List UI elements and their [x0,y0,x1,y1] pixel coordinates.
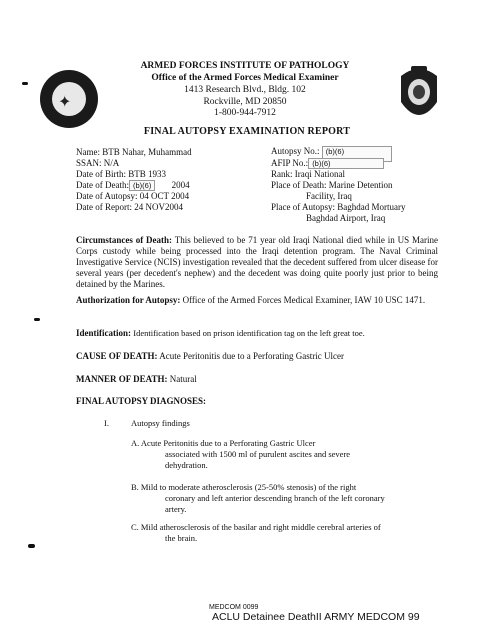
ssan-field: SSAN: N/A [76,158,120,168]
cause-label: CAUSE OF DEATH: [76,351,158,361]
diagnosis-item [131,482,385,515]
redaction-box: (b)(6) [129,180,155,191]
cause-text: Acute Peritonitis due to a Perforating Gastric Ulcer [159,351,344,361]
diagnosis-item [131,438,350,471]
identification-text: Identification based on prison identification tag on the left great toe. [133,328,365,338]
diagnoses-roman-numeral: I. [104,418,109,428]
phone-line: 1-800-944-7912 [214,108,276,118]
circumstances-paragraph [76,235,438,290]
diagnosis-item [131,522,381,544]
scan-mark [22,82,28,85]
place-of-death-cont: Facility, Iraq [306,191,352,201]
diagnosis-text: Acute Peritonitis due to a Perforating Gastric Ulcer [140,438,316,448]
place-of-death-field: Place of Death: Marine Detention [271,180,393,190]
identification-line [76,328,365,339]
diagnosis-letter: B. [131,482,139,492]
circumstances-label: Circumstances of Death: [76,235,173,245]
autopsy-no-label: Autopsy No.: [271,146,320,156]
afip-no-field [271,158,384,169]
diagnoses-heading: FINAL AUTOPSY DIAGNOSES: [76,396,207,406]
diagnosis-letter: A. [131,438,140,448]
diagnosis-text: Mild atherosclerosis of the basilar and right middle cerebral arteries of [140,522,381,532]
identification-label: Identification: [76,328,131,338]
dob-field: Date of Birth: BTB 1933 [76,169,166,179]
authorization-paragraph [76,295,438,306]
manner-line [76,374,197,385]
institute-name: ARMED FORCES INSTITUTE OF PATHOLOGY [140,61,350,71]
autopsy-findings-heading: Autopsy findings [131,418,190,428]
office-name: Office of the Armed Forces Medical Examiner [151,73,339,83]
manner-label: MANNER OF DEATH: [76,374,168,384]
dod-year: 2004 [171,180,190,190]
dod-label: Date of Death: [76,180,129,190]
scan-mark [34,318,40,321]
city-line: Rockville, MD 20850 [203,97,287,107]
diagnosis-text: associated with 1500 ml of purulent ascites and severe [165,449,351,459]
report-title: FINAL AUTOPSY EXAMINATION REPORT [143,126,351,137]
diagnosis-text: the brain. [165,533,198,543]
authorization-label: Authorization for Autopsy: [76,295,181,305]
cause-line [76,351,344,362]
place-of-autopsy-field: Place of Autopsy: Baghdad Mortuary [271,202,406,212]
rank-field: Rank: Iraqi National [271,169,345,179]
authorization-text: Office of the Armed Forces Medical Examiner, IAW 10 USC 1471. [182,295,426,305]
circumstances-text: This believed to be 71 year old Iraqi National died while in US Marine Corps custody while being processed into the Iraqi detention program. The Naval Criminal Investigative Service (NCIS) investigation revealed that the decedent suffered from ulcer disease for several years (per decedent's nephew) and the decedent was doing quite poorly just prior to being detained by the Marines. [76,235,438,289]
redaction-box: (b)(6) [308,158,384,169]
medical-examiner-badge-icon [395,62,443,128]
manner-text: Natural [169,374,197,384]
dod-field [76,180,190,191]
address-line: 1413 Research Blvd., Bldg. 102 [184,85,306,95]
diagnosis-text: Mild to moderate atherosclerosis (25-50% stenosis) of the right [140,482,357,492]
name-field: Name: BTB Nahar, Muhammad [76,147,192,157]
afip-no-label: AFIP No.: [271,158,309,168]
document-footer: ACLU Detainee DeathII ARMY MEDCOM 99 [212,611,420,623]
scan-mark [28,544,35,548]
diagnosis-text: coronary and left anterior descending branch of the left coronary [165,493,385,503]
place-of-autopsy-cont: Baghdad Airport, Iraq [306,213,386,223]
dor-field: Date of Report: 24 NOV2004 [76,202,183,212]
diagnosis-text: artery. [165,504,187,514]
department-of-defense-seal [40,70,98,128]
redaction-box: (b)(6) [322,146,392,162]
eagle-icon: ✦ [58,94,72,111]
diagnosis-text: dehydration. [165,460,208,470]
doa-field: Date of Autopsy: 04 OCT 2004 [76,191,190,201]
diagnosis-letter: C. [131,522,139,532]
medcom-page-id: MEDCOM 0099 [209,604,259,611]
